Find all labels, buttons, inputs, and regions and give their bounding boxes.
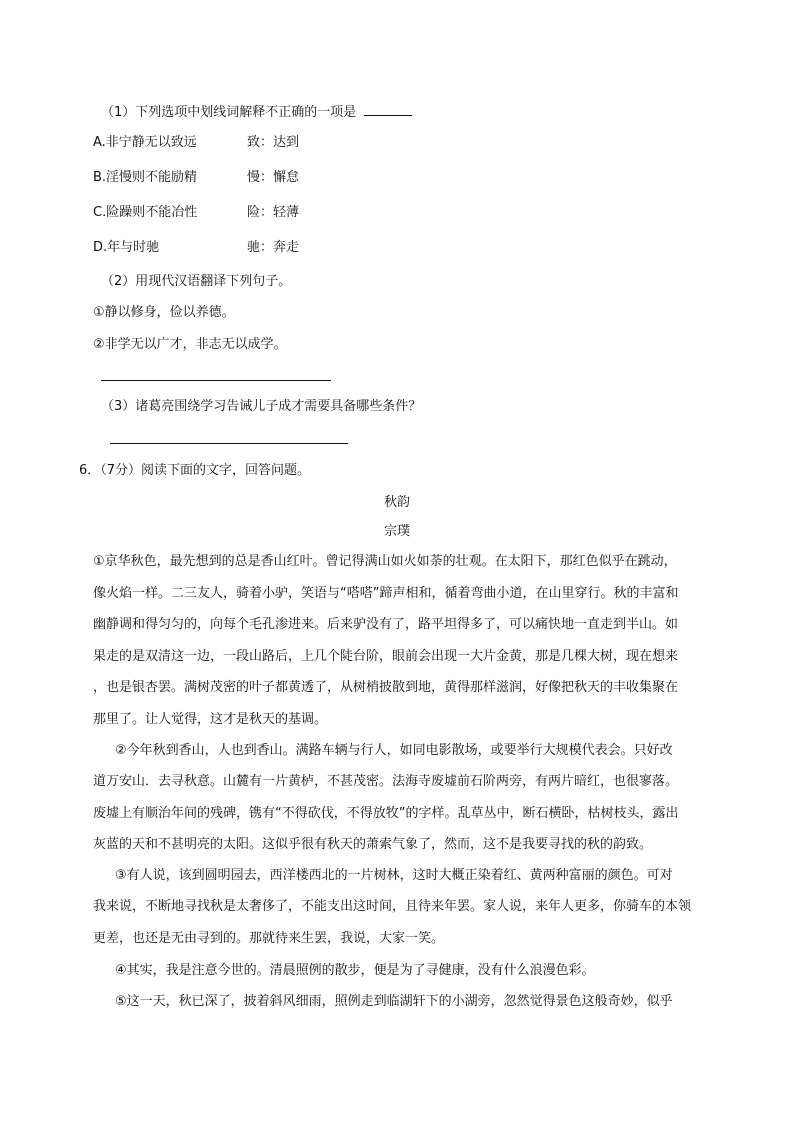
passage-author: 宗璞 <box>383 524 410 539</box>
paragraph-line: ①京华秋色，最先想到的总是香山红叶。曾记得满山如火如荼的壮观。在太阳下，那红色似乎在跳动， <box>93 554 677 569</box>
answer-line-1[interactable] <box>101 380 331 381</box>
q5-sub1 <box>101 101 412 123</box>
paragraph-2 <box>115 735 720 767</box>
q5-sub3: （3）诸葛亮围绕学习告诫儿子成才需要具备哪些条件？ <box>101 399 422 414</box>
paragraph-5 <box>115 986 720 1018</box>
paragraph-line: 废墟上有顺治年间的残碑，镌有“不得砍伐，不得放牧”的字样。乱草丛中，断石横卧，枯树枝头，露出 <box>93 805 679 821</box>
answer-line-2[interactable] <box>110 443 348 444</box>
paragraph-line: ⑤这一天，秋已深了，披着斜风细雨，照例走到临湖轩下的小湖旁，忽然觉得景色这般奇妙，似乎 <box>115 994 673 1009</box>
paragraph-line: 道万安山．去寻秋意。山麓有一片黄栌，不甚茂密。法海寺废墟前石阶两旁，有两片暗红，也很寥落。 <box>93 774 679 789</box>
q5-sentence-1: ①静以修身，俭以养德。 <box>93 305 235 320</box>
option-a-gloss: 致：达到 <box>247 135 300 150</box>
option-b-label: B.淫慢则不能励精 <box>93 170 198 185</box>
q5-sentence-2: ②非学无以广才，非志无以成学。 <box>93 337 287 352</box>
paragraph-3-cont <box>93 891 718 954</box>
paragraph-1 <box>93 546 718 735</box>
option-c-label: C.险躁则不能冶性 <box>93 205 198 220</box>
option-c-gloss: 险：轻薄 <box>247 205 300 220</box>
option-d-gloss: 驰：奔走 <box>247 240 300 255</box>
paragraph-line: 那里了。让人觉得，这才是秋天的基调。 <box>93 711 328 727</box>
paragraph-line: ②今年秋到香山，人也到香山。满路车辆与行人，如同电影散场，或要举行大规模代表会。只好改 <box>115 743 673 758</box>
paragraph-line: ③有人说，该到圆明园去，西洋楼西北的一片树林，这时大概正染着红、黄两种富丽的颜色。可对 <box>115 868 673 883</box>
paragraph-line: ④其实，我是注意今世的。清晨照例的散步，便是为了寻健康，没有什么浪漫色彩。 <box>115 963 595 978</box>
q5-sub1-text: （1）下列选项中划线词解释不正确的一项是 <box>101 105 357 120</box>
answer-blank[interactable] <box>364 101 412 116</box>
paragraph-line: 像火焰一样。二三友人，骑着小驴，笑语与“嗒嗒”蹄声相和，循着弯曲小道，在山里穿行。秋的丰富和 <box>93 585 679 601</box>
option-d-label: D.年与时驰 <box>93 240 160 255</box>
q5-sub2: （2）用现代汉语翻译下列句子。 <box>101 274 292 289</box>
paragraph-line: ，也是银杏罢。满树茂密的叶子都黄透了，从树梢披散到地，黄得那样滋润，好像把秋天的丰收集聚在 <box>93 680 679 695</box>
paragraph-line: 灰蓝的天和不甚明亮的太阳。这似乎很有秋天的萧索气象了，然而，这不是我要寻找的秋的韵致。 <box>93 837 653 852</box>
q6-heading: 6．（7分）阅读下面的文字，回答问题。 <box>79 463 311 478</box>
paragraph-line: 幽静调和得匀匀的，向每个毛孔渗进来。后来驴没有了，路平坦得多了，可以痛快地一直走到半山。如 <box>93 617 679 632</box>
paragraph-line: 果走的是双清这一边，一段山路后，上几个陡台阶，眼前会出现一大片金黄，那是几棵大树，现在想来 <box>93 648 679 664</box>
option-a-label: A.非宁静无以致远 <box>93 135 197 150</box>
paragraph-2-cont <box>93 766 718 861</box>
paragraph-line: 我来说，不断地寻找秋是太奢侈了，不能支出这时间，且待来年罢。家人说，来年人更多，你骑车的本领 <box>93 899 692 914</box>
paragraph-3 <box>115 860 720 892</box>
paragraph-4 <box>115 955 720 987</box>
option-b-gloss: 慢：懈怠 <box>247 170 300 185</box>
passage-title: 秋韵 <box>383 495 410 510</box>
paragraph-line: 更差，也还是无由寻到的。那就待来生罢，我说，大家一笑。 <box>93 930 445 946</box>
